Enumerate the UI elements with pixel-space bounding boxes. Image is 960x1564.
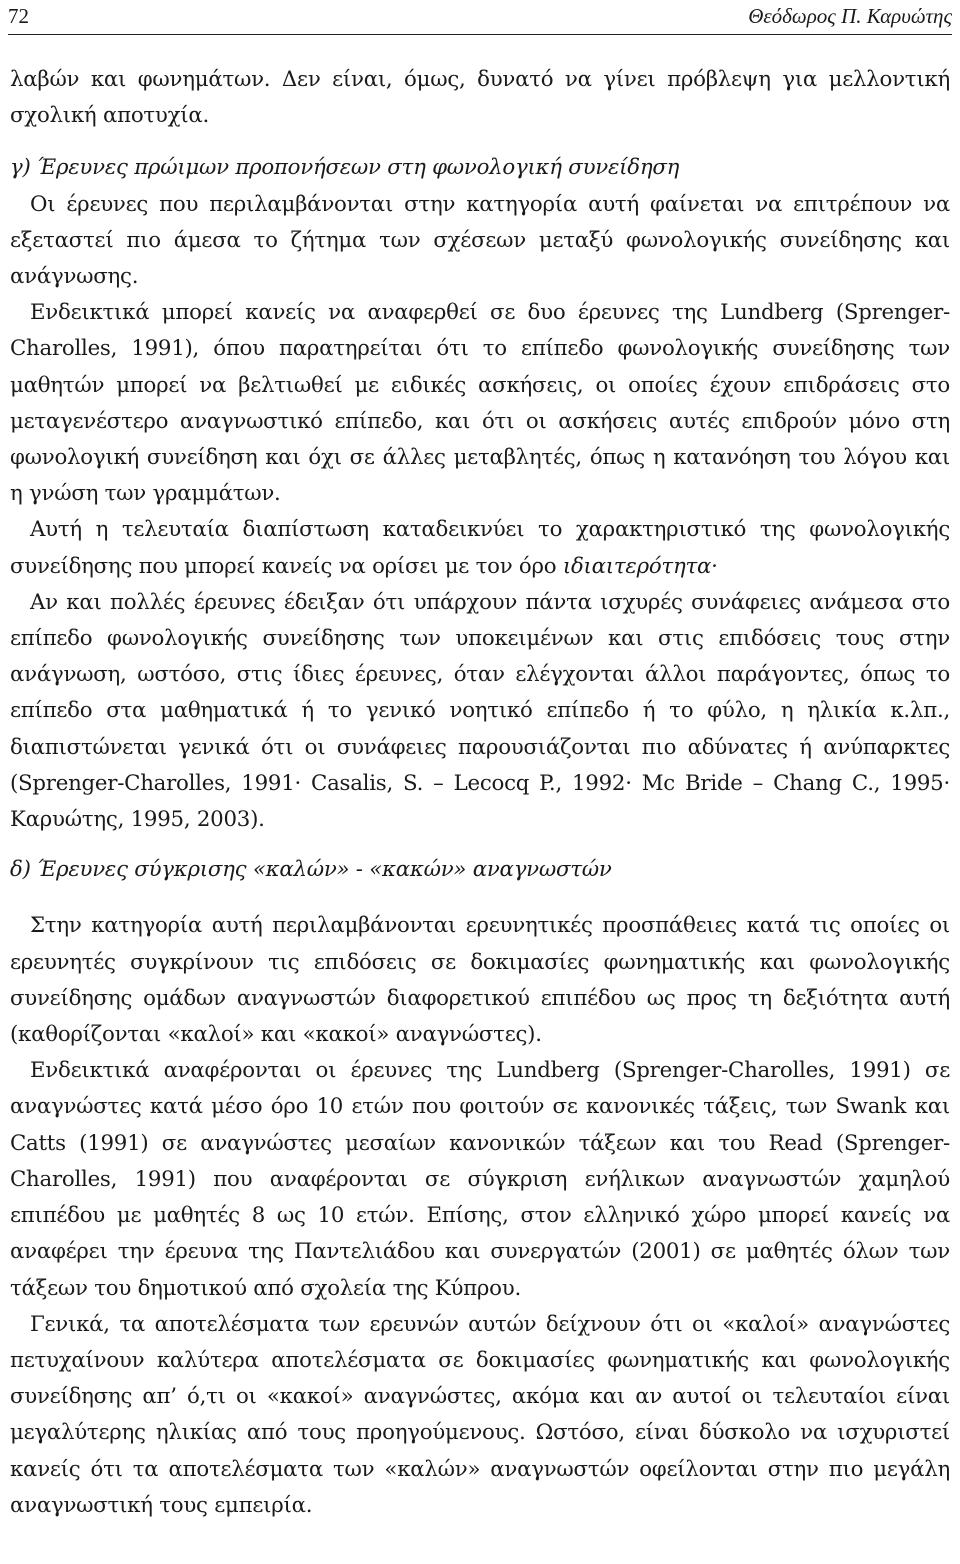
running-title: Θεόδωρος Π. Καρυώτης [748, 4, 952, 28]
italic-term: ιδιαιτερότητα· [562, 553, 718, 579]
section-c-heading: γ) Έρευνες πρώιμων προπονήσεων στη φωνολογική συνείδηση [10, 155, 680, 181]
section-d-paragraph-2: Ενδεικτικά αναφέρονται οι έρευνες της Lundberg (Sprenger-Charolles, 1991) σε αναγνώστες κατά μέσο όρο 10 ετών που φοιτούν σε κανονικές τάξεις, των Swank και Catts (1991) σε αναγνώστες μεσαίων κανονικών τάξεων και του Read (Sprenger-Charolles, 1991) που αναφέρονται σε σύγκριση ενήλικων αναγνωστών χαμηλού επιπέδου με μαθητές 8 ως 10 ετών. Επίσης, στον ελληνικό χώρο μπορεί κανείς να αναφέρει την έρευνα της Παντελιάδου και συνεργατών (2001) σε μαθητές όλων των τάξεων του δημοτικού από σχολεία της Κύπρου. [10, 1058, 950, 1301]
section-d-paragraph-1: Στην κατηγορία αυτή περιλαμβάνονται ερευνητικές προσπάθειες κατά τις οποίες οι ερευνητές συγκρίνουν τις επιδόσεις σε δοκιμασίες φωνηματικής και φωνολογικής συνείδησης ομάδων αναγνωστών διαφορετικού επιπέδου ως προς τη δεξιότητα αυτή (καθορίζονται «καλοί» και «κακοί» αναγνώστες). [10, 913, 950, 1048]
continued-paragraph: λαβών και φωνημάτων. Δεν είναι, όμως, δυνατό να γίνει πρόβλεψη για μελλοντική σχολική αποτυχία. [10, 67, 950, 129]
section-c-paragraph-4: Αν και πολλές έρευνες έδειξαν ότι υπάρχουν πάντα ισχυρές συνάφειες ανάμεσα στο επίπεδο φωνολογικής συνείδησης των υποκειμένων και στις επιδόσεις τους στην ανάγνωση, ωστόσο, στις ίδιες έρευνες, όταν ελέγχονται άλλοι παράγοντες, όπως το επίπεδο στα μαθηματικά ή το γενικό νοητικό επίπεδο ή το φύλο, η ηλικία κ.λπ., διαπιστώνεται γενικά ότι οι συνάφειες παρουσιάζονται πιο αδύνατες ή ανύπαρκτες (Sprenger-Charolles, 1991· Casalis, S. – Lecocq P., 1992· Mc Bride – Chang C., 1995· Καρυώτης, 1995, 2003). [10, 589, 950, 833]
section-c-paragraph-3 [10, 512, 950, 584]
paragraph-text: Αυτή η τελευταία διαπίστωση καταδεικνύει το χαρακτηριστικό της φωνολογικής συνείδησης που μπορεί κανείς να ορίσει με τον όρο [10, 517, 950, 579]
section-c-paragraph-1: Οι έρευνες που περιλαμβάνονται στην κατηγορία αυτή φαίνεται να επιτρέπουν να εξεταστεί πιο άμεσα το ζήτημα των σχέσεων μεταξύ φωνολογικής συνείδησης και ανάγνωσης. [10, 191, 950, 290]
page-number: 72 [8, 4, 29, 28]
section-c-paragraph-2: Ενδεικτικά μπορεί κανείς να αναφερθεί σε δυο έρευνες της Lundberg (Sprenger-Charolles, 1991), όπου παρατηρείται ότι το επίπεδο φωνολογικής συνείδησης των μαθητών μπορεί να βελτιωθεί με ειδικές ασκήσεις, οι οποίες έχουν επιδράσεις στο μεταγενέστερο αναγνωστικό επίπεδο, και ότι οι ασκήσεις αυτές επιδρούν μόνο στη φωνολογική συνείδηση και όχι σε άλλες μεταβλητές, όπως η κατανόηση του λόγου και η γνώση των γραμμάτων. [10, 300, 950, 507]
page-body [10, 62, 950, 1524]
section-d-paragraph-3: Γενικά, τα αποτελέσματα των ερευνών αυτών δείχνουν ότι οι «καλοί» αναγνώστες πετυχαίνουν καλύτερα αποτελέσματα σε δοκιμασίες φωνηματικής και φωνολογικής συνείδησης απ’ ό,τι οι «κακοί» αναγνώστες, ακόμα και αν αυτοί οι τελευταίοι είναι μεγαλύτερης ηλικίας από τους προηγούμενους. Ωστόσο, είναι δύσκολο να ισχυριστεί κανείς ότι τα αποτελέσματα των «καλών» αναγνωστών οφείλονται στην πιο μεγάλη αναγνωστική τους εμπειρία. [10, 1311, 950, 1518]
running-header [8, 0, 952, 35]
section-d-heading: δ) Έρευνες σύγκρισης «καλών» - «κακών» αναγνωστών [10, 857, 612, 883]
